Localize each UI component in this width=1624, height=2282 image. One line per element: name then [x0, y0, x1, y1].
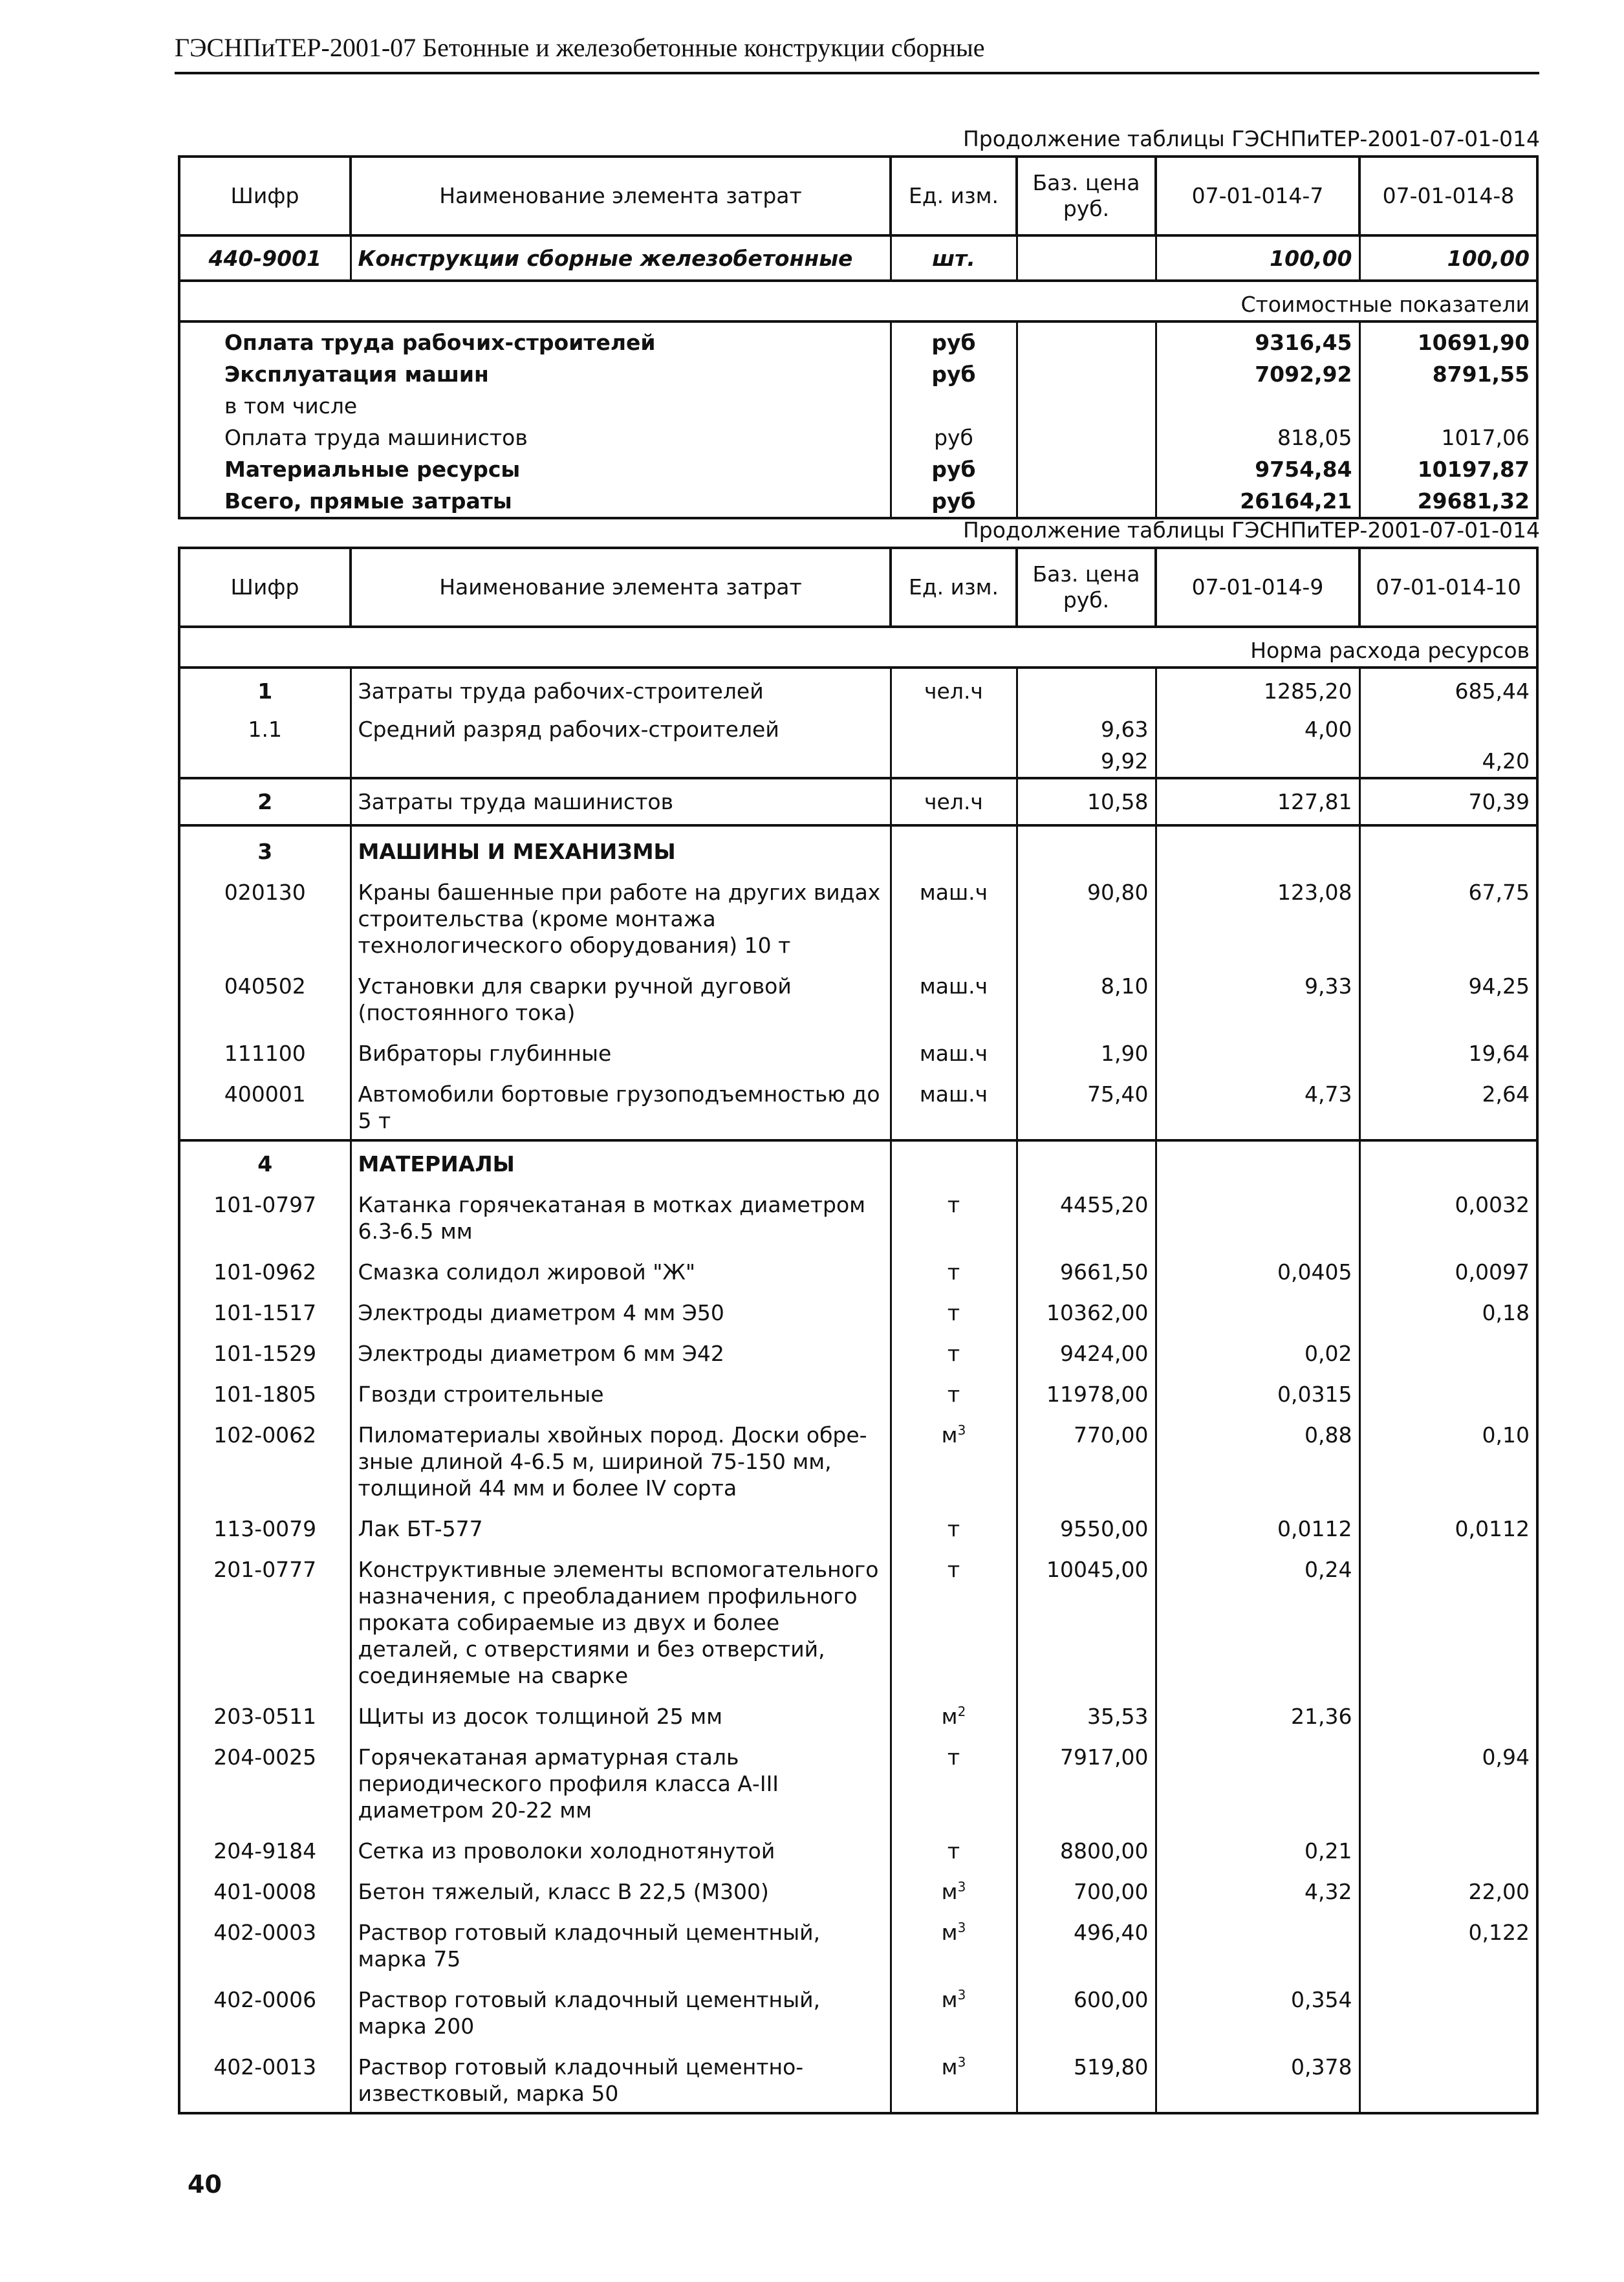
row-value-10 — [1359, 1691, 1537, 1732]
row-unit: т — [891, 1545, 1017, 1691]
row-code: 402-0006 — [179, 1975, 351, 2042]
row-unit: маш.ч — [891, 1069, 1017, 1140]
cost-row-value-8: 10691,90 — [1359, 321, 1537, 358]
row-code: 402-0003 — [179, 1907, 351, 1975]
row-unit: $м^3$ — [891, 1975, 1017, 2042]
row-code — [179, 745, 351, 778]
column-header-unit: Ед. изм. — [891, 548, 1017, 627]
row-price: 9550,00 — [1017, 1504, 1156, 1545]
labor-row — [179, 668, 1537, 707]
row-price: 8,10 — [1017, 961, 1156, 1028]
row-price: 7917,00 — [1017, 1732, 1156, 1826]
cost-row-value-7: 26164,21 — [1156, 485, 1359, 518]
product-price — [1017, 235, 1156, 281]
row-price: 9,92 — [1017, 745, 1156, 778]
row-price: 11978,00 — [1017, 1369, 1156, 1410]
row-unit — [891, 745, 1017, 778]
resource-norms-table — [178, 547, 1539, 2114]
row-value-9: 0,88 — [1156, 1410, 1359, 1504]
row-value-9: 4,32 — [1156, 1867, 1359, 1907]
product-unit: шт. — [891, 235, 1017, 281]
cost-row-value-8: 29681,32 — [1359, 485, 1537, 518]
row-name: Сетка из проволоки холоднотянутой — [351, 1826, 891, 1867]
row-price: 10045,00 — [1017, 1545, 1156, 1691]
row-code: 102-0062 — [179, 1410, 351, 1504]
row-value-10: 67,75 — [1359, 867, 1537, 961]
row-price: 10362,00 — [1017, 1288, 1156, 1329]
cost-row-value-7: 7092,92 — [1156, 358, 1359, 390]
row-name: Лак БТ-577 — [351, 1504, 891, 1545]
section-label-row — [179, 281, 1537, 321]
row-price: 9,63 — [1017, 707, 1156, 745]
cost-row — [179, 321, 1537, 358]
row-unit: $м^3$ — [891, 1410, 1017, 1504]
row-value-9: 123,08 — [1156, 867, 1359, 961]
row-name: Краны башенные при работе на других видах строительства (кроме монтажа технологического оборудования) 10 т — [351, 867, 891, 961]
material-row — [179, 1410, 1537, 1504]
row-price: 9661,50 — [1017, 1247, 1156, 1288]
row-value-10: 0,0112 — [1359, 1504, 1537, 1545]
cost-row-unit — [891, 390, 1017, 422]
cost-row — [179, 453, 1537, 485]
row-code: 201-0777 — [179, 1545, 351, 1691]
row-value-9: 1285,20 — [1156, 668, 1359, 707]
row-code: 2 — [179, 778, 351, 825]
cost-row-name: Материальные ресурсы — [179, 453, 891, 485]
machines-section-header — [179, 825, 1537, 867]
column-header-variant-9: 07-01-014-9 — [1156, 548, 1359, 627]
row-unit: т — [891, 1288, 1017, 1329]
row-unit — [891, 707, 1017, 745]
row-value-10 — [1359, 1329, 1537, 1369]
material-row — [179, 1247, 1537, 1288]
row-value-10: 685,44 — [1359, 668, 1537, 707]
running-head-title: ГЭСНПиТЕР-2001-07 Бетонные и железобетонные конструкции сборные — [175, 32, 1539, 74]
row-name: Смазка солидол жировой "Ж" — [351, 1247, 891, 1288]
cost-row — [179, 422, 1537, 453]
cost-row-price — [1017, 485, 1156, 518]
row-unit: $м^3$ — [891, 1907, 1017, 1975]
row-code: 101-0962 — [179, 1247, 351, 1288]
row-code: 402-0013 — [179, 2042, 351, 2113]
material-row — [179, 1369, 1537, 1410]
material-row — [179, 1180, 1537, 1247]
row-name: Вибраторы глубинные — [351, 1028, 891, 1069]
section-label: Норма расхода ресурсов — [179, 627, 1537, 668]
cost-row-value-7: 9316,45 — [1156, 321, 1359, 358]
material-row — [179, 1826, 1537, 1867]
row-code: 204-0025 — [179, 1732, 351, 1826]
row-code: 040502 — [179, 961, 351, 1028]
row-value-10 — [1359, 1545, 1537, 1691]
row-name: Средний разряд рабочих-строителей — [351, 707, 891, 745]
column-header-variant-10: 07-01-014-10 — [1359, 548, 1537, 627]
row-unit: $м^3$ — [891, 2042, 1017, 2113]
row-unit: маш.ч — [891, 961, 1017, 1028]
row-code: 111100 — [179, 1028, 351, 1069]
row-value-10: 0,18 — [1359, 1288, 1537, 1329]
row-name: Автомобили бортовые грузоподъемностью до 5 т — [351, 1069, 891, 1140]
row-code: 203-0511 — [179, 1691, 351, 1732]
product-value-8: 100,00 — [1359, 235, 1537, 281]
row-name: Щиты из досок толщиной 25 мм — [351, 1691, 891, 1732]
column-header-unit: Ед. изм. — [891, 157, 1017, 235]
row-code: 401-0008 — [179, 1867, 351, 1907]
row-name: Затраты труда машинистов — [351, 778, 891, 825]
column-header-base-price: Баз. цена руб. — [1017, 548, 1156, 627]
column-header-base-price: Баз. цена руб. — [1017, 157, 1156, 235]
cost-row-name: Оплата труда машинистов — [179, 422, 891, 453]
machine-row — [179, 867, 1537, 961]
row-unit: чел.ч — [891, 778, 1017, 825]
row-price: 700,00 — [1017, 1867, 1156, 1907]
row-price: 519,80 — [1017, 2042, 1156, 2113]
row-code: 113-0079 — [179, 1504, 351, 1545]
row-code: 101-1805 — [179, 1369, 351, 1410]
row-value-9: 0,02 — [1156, 1329, 1359, 1369]
row-name: Раствор готовый кладочный цементный, марка 200 — [351, 1975, 891, 2042]
row-value-9: 9,33 — [1156, 961, 1359, 1028]
cost-row-price — [1017, 321, 1156, 358]
cost-row-value-7: 818,05 — [1156, 422, 1359, 453]
cost-row-unit: руб — [891, 321, 1017, 358]
row-unit: т — [891, 1369, 1017, 1410]
column-header-code: Шифр — [179, 548, 351, 627]
material-row — [179, 1545, 1537, 1691]
cost-row — [179, 390, 1537, 422]
material-row — [179, 1867, 1537, 1907]
row-value-9: 21,36 — [1156, 1691, 1359, 1732]
section-label-row — [179, 627, 1537, 668]
product-code: 440-9001 — [179, 235, 351, 281]
row-value-9: 0,21 — [1156, 1826, 1359, 1867]
material-row — [179, 1504, 1537, 1545]
row-price: 35,53 — [1017, 1691, 1156, 1732]
row-value-9: 4,73 — [1156, 1069, 1359, 1140]
row-value-10: 2,64 — [1359, 1069, 1537, 1140]
machine-row — [179, 961, 1537, 1028]
row-value-10: 22,00 — [1359, 1867, 1537, 1907]
material-row — [179, 1329, 1537, 1369]
row-price: 4455,20 — [1017, 1180, 1156, 1247]
row-value-9 — [1156, 1907, 1359, 1975]
row-name: Электроды диаметром 6 мм Э42 — [351, 1329, 891, 1369]
row-unit: маш.ч — [891, 867, 1017, 961]
cost-row-price — [1017, 358, 1156, 390]
product-value-7: 100,00 — [1156, 235, 1359, 281]
row-unit: т — [891, 1329, 1017, 1369]
material-row — [179, 2042, 1537, 2113]
row-price: 90,80 — [1017, 867, 1156, 961]
row-value-10: 0,94 — [1359, 1732, 1537, 1826]
cost-row-price — [1017, 390, 1156, 422]
section-label: Стоимостные показатели — [179, 281, 1537, 321]
material-row — [179, 1975, 1537, 2042]
row-unit: маш.ч — [891, 1028, 1017, 1069]
column-header-variant-8: 07-01-014-8 — [1359, 157, 1537, 235]
cost-row-unit: руб — [891, 422, 1017, 453]
row-value-9: 0,0315 — [1156, 1369, 1359, 1410]
material-row — [179, 1691, 1537, 1732]
row-value-10: 0,122 — [1359, 1907, 1537, 1975]
row-price: 770,00 — [1017, 1410, 1156, 1504]
materials-section-header — [179, 1140, 1537, 1180]
row-value-10 — [1359, 1369, 1537, 1410]
cost-row-price — [1017, 422, 1156, 453]
row-name: Конструктивные элементы вспомогательного назначения, с преобладанием профильного проката собираемые из двух и более деталей, с отверстиями и без отверстий, соединяемые на сварке — [351, 1545, 891, 1691]
row-code: 1.1 — [179, 707, 351, 745]
row-value-10: 19,64 — [1359, 1028, 1537, 1069]
row-code: 101-0797 — [179, 1180, 351, 1247]
row-value-10: 4,20 — [1359, 745, 1537, 778]
row-value-9: 0,378 — [1156, 2042, 1359, 2113]
row-unit: т — [891, 1732, 1017, 1826]
cost-row-name: Оплата труда рабочих-строителей — [179, 321, 891, 358]
row-value-9: 0,354 — [1156, 1975, 1359, 2042]
row-code: 101-1529 — [179, 1329, 351, 1369]
row-value-9 — [1156, 745, 1359, 778]
table2-caption: Продолжение таблицы ГЭСНПиТЕР-2001-07-01-014 — [962, 517, 1540, 543]
row-value-9: 0,0112 — [1156, 1504, 1359, 1545]
product-name: Конструкции сборные железобетонные — [351, 235, 891, 281]
operators-row — [179, 778, 1537, 825]
row-unit: т — [891, 1826, 1017, 1867]
labor-row — [179, 707, 1537, 745]
row-price: 9424,00 — [1017, 1329, 1156, 1369]
row-value-10 — [1359, 707, 1537, 745]
row-name: Гвозди строительные — [351, 1369, 891, 1410]
section-title: МАШИНЫ И МЕХАНИЗМЫ — [351, 825, 891, 867]
material-row — [179, 1907, 1537, 1975]
row-value-10: 0,0032 — [1359, 1180, 1537, 1247]
row-value-10: 70,39 — [1359, 778, 1537, 825]
page-number: 40 — [188, 2170, 222, 2199]
row-unit: т — [891, 1180, 1017, 1247]
row-value-9: 0,0405 — [1156, 1247, 1359, 1288]
row-name: Раствор готовый кладочный цементно-известковый, марка 50 — [351, 2042, 891, 2113]
machine-row — [179, 1028, 1537, 1069]
row-name: Катанка горячекатаная в мотках диаметром 6.3-6.5 мм — [351, 1180, 891, 1247]
row-value-9 — [1156, 1028, 1359, 1069]
row-price: 75,40 — [1017, 1069, 1156, 1140]
cost-row — [179, 485, 1537, 518]
row-name: Затраты труда рабочих-строителей — [351, 668, 891, 707]
row-price: 1,90 — [1017, 1028, 1156, 1069]
row-value-9: 0,24 — [1156, 1545, 1359, 1691]
cost-row-value-8 — [1359, 390, 1537, 422]
row-price: 10,58 — [1017, 778, 1156, 825]
row-value-10: 0,10 — [1359, 1410, 1537, 1504]
row-code: 101-1517 — [179, 1288, 351, 1329]
cost-row-name: в том числе — [179, 390, 891, 422]
row-code: 204-9184 — [179, 1826, 351, 1867]
row-value-10 — [1359, 1975, 1537, 2042]
row-value-9 — [1156, 1288, 1359, 1329]
cost-row-value-7: 9754,84 — [1156, 453, 1359, 485]
cost-row-unit: руб — [891, 453, 1017, 485]
cost-row-unit: руб — [891, 358, 1017, 390]
material-row — [179, 1732, 1537, 1826]
row-value-9: 4,00 — [1156, 707, 1359, 745]
row-name: Электроды диаметром 4 мм Э50 — [351, 1288, 891, 1329]
table1-caption: Продолжение таблицы ГЭСНПиТЕР-2001-07-01-014 — [962, 126, 1540, 151]
column-header-variant-7: 07-01-014-7 — [1156, 157, 1359, 235]
material-row — [179, 1288, 1537, 1329]
column-header-code: Шифр — [179, 157, 351, 235]
labor-row — [179, 745, 1537, 778]
row-name — [351, 745, 891, 778]
row-name: Бетон тяжелый, класс В 22,5 (М300) — [351, 1867, 891, 1907]
cost-row-value-7 — [1156, 390, 1359, 422]
cost-row-unit: руб — [891, 485, 1017, 518]
row-value-9 — [1156, 1732, 1359, 1826]
cost-row-name: Всего, прямые затраты — [179, 485, 891, 518]
row-unit: т — [891, 1504, 1017, 1545]
row-price — [1017, 668, 1156, 707]
row-name: Раствор готовый кладочный цементный, марка 75 — [351, 1907, 891, 1975]
section-code: 4 — [179, 1140, 351, 1180]
cost-row-value-8: 8791,55 — [1359, 358, 1537, 390]
row-code: 020130 — [179, 867, 351, 961]
row-unit: т — [891, 1247, 1017, 1288]
cost-row-price — [1017, 453, 1156, 485]
row-name: Горячекатаная арматурная сталь периодического профиля класса А-III диаметром 20-22 мм — [351, 1732, 891, 1826]
row-price: 600,00 — [1017, 1975, 1156, 2042]
row-name: Установки для сварки ручной дуговой (постоянного тока) — [351, 961, 891, 1028]
row-value-9 — [1156, 1180, 1359, 1247]
column-header-name: Наименование элемента затрат — [351, 548, 891, 627]
cost-indicators-table — [178, 155, 1539, 519]
cost-row-name: Эксплуатация машин — [179, 358, 891, 390]
row-value-9: 127,81 — [1156, 778, 1359, 825]
row-value-10: 0,0097 — [1359, 1247, 1537, 1288]
cost-row-value-8: 10197,87 — [1359, 453, 1537, 485]
row-price: 496,40 — [1017, 1907, 1156, 1975]
row-value-10 — [1359, 1826, 1537, 1867]
row-unit: $м^3$ — [891, 1867, 1017, 1907]
cost-row — [179, 358, 1537, 390]
column-header-name: Наименование элемента затрат — [351, 157, 891, 235]
row-unit: $м^2$ — [891, 1691, 1017, 1732]
row-value-10 — [1359, 2042, 1537, 2113]
row-code: 400001 — [179, 1069, 351, 1140]
row-value-10: 94,25 — [1359, 961, 1537, 1028]
section-code: 3 — [179, 825, 351, 867]
product-row — [179, 235, 1537, 281]
section-title: МАТЕРИАЛЫ — [351, 1140, 891, 1180]
machine-row — [179, 1069, 1537, 1140]
row-price: 8800,00 — [1017, 1826, 1156, 1867]
row-unit: чел.ч — [891, 668, 1017, 707]
cost-row-value-8: 1017,06 — [1359, 422, 1537, 453]
row-code: 1 — [179, 668, 351, 707]
row-name: Пиломатериалы хвойных пород. Доски обре-зные длиной 4-6.5 м, шириной 75-150 мм, толщиной 44 мм и более IV сорта — [351, 1410, 891, 1504]
